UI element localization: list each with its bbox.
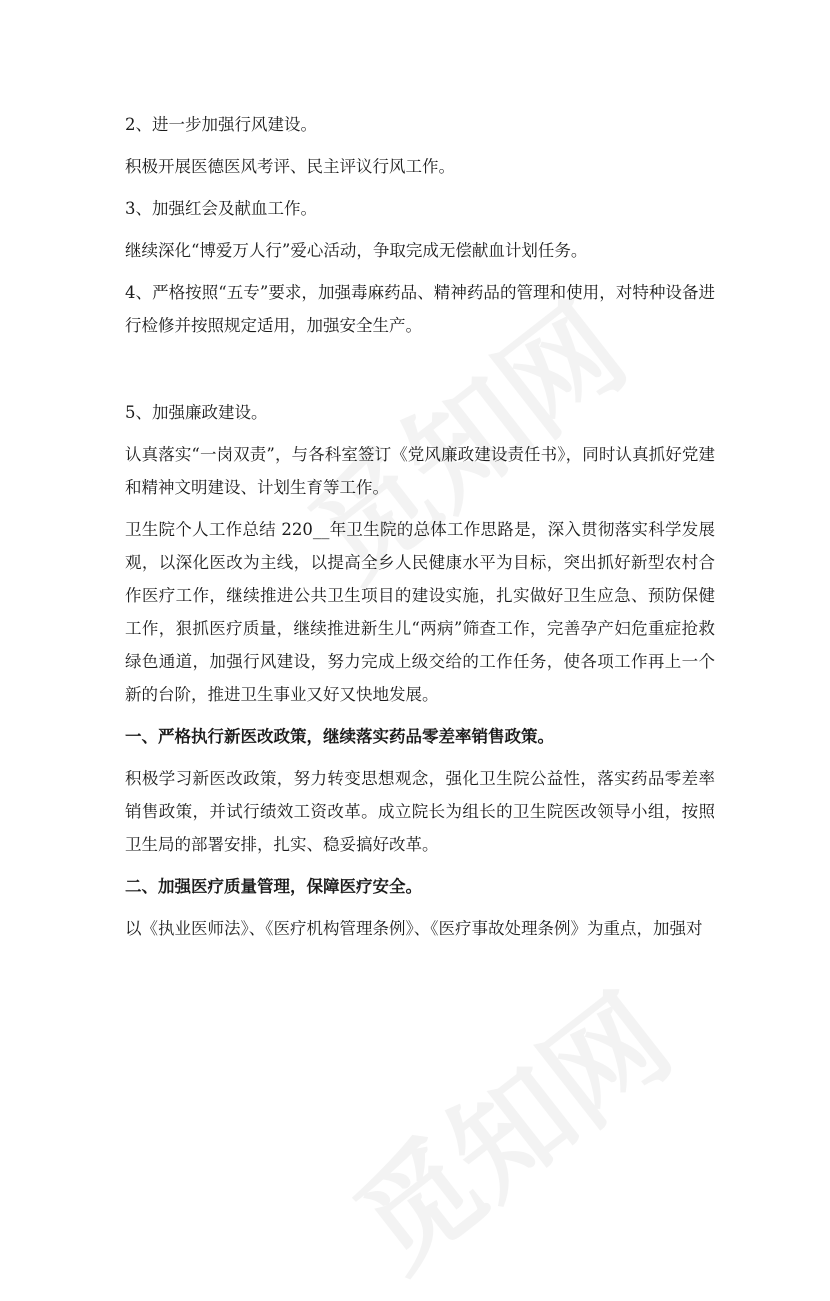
body-paragraph: 认真落实“一岗双责”，与各科室签订《党风廉政建设责任书》，同时认真抓好党建和精神文明建设、计划生育等工作。 — [125, 445, 715, 497]
section-heading: 5、加强廉政建设。 — [125, 403, 268, 422]
body-paragraph: 继续深化“博爱万人行”爱心活动，争取完成无偿献血计划任务。 — [125, 241, 588, 260]
body-paragraph: 积极学习新医改政策，努力转变思想观念，强化卫生院公益性，落实药品零差率销售政策，并试行绩效工资改革。成立院长为组长的卫生院医改领导小组，按照卫生局的部署安排，扎实、稳妥搞好改革。 — [125, 769, 715, 854]
paragraph-spacer — [125, 351, 715, 396]
summary-paragraph: 卫生院个人工作总结 220__年卫生院的总体工作思路是，深入贯彻落实科学发展观，以深化医改为主线，以提高全乡人民健康水平为目标，突出抓好新型农村合作医疗工作，继续推进公共卫生项目的建设实施，扎实做好卫生应急、预防保健工作，狠抓医疗质量，继续推进新生儿“两病”筛查工作，完善孕产妇危重症抢救绿色通道，加强行风建设，努力完成上级交给的工作任务，使各项工作再上一个新的台阶，推进卫生事业又好又快地发展。 — [125, 520, 715, 704]
section-heading: 4、严格按照“五专”要求，加强毒麻药品、精神药品的管理和使用，对特种设备进行检修并按照规定适用，加强安全生产。 — [125, 283, 715, 335]
bold-heading: 一、严格执行新医改政策，继续落实药品零差率销售政策。 — [125, 727, 554, 746]
section-heading: 2、进一步加强行风建设。 — [125, 115, 317, 134]
body-paragraph: 以《执业医师法》、《医疗机构管理条例》、《医疗事故处理条例》为重点，加强对 — [125, 919, 703, 938]
section-heading: 3、加强红会及献血工作。 — [125, 199, 317, 218]
body-paragraph: 积极开展医德医风考评、民主评议行风工作。 — [125, 157, 455, 176]
watermark — [315, 949, 699, 1301]
document-body — [125, 108, 715, 954]
bold-heading: 二、加强医疗质量管理，保障医疗安全。 — [125, 877, 422, 896]
